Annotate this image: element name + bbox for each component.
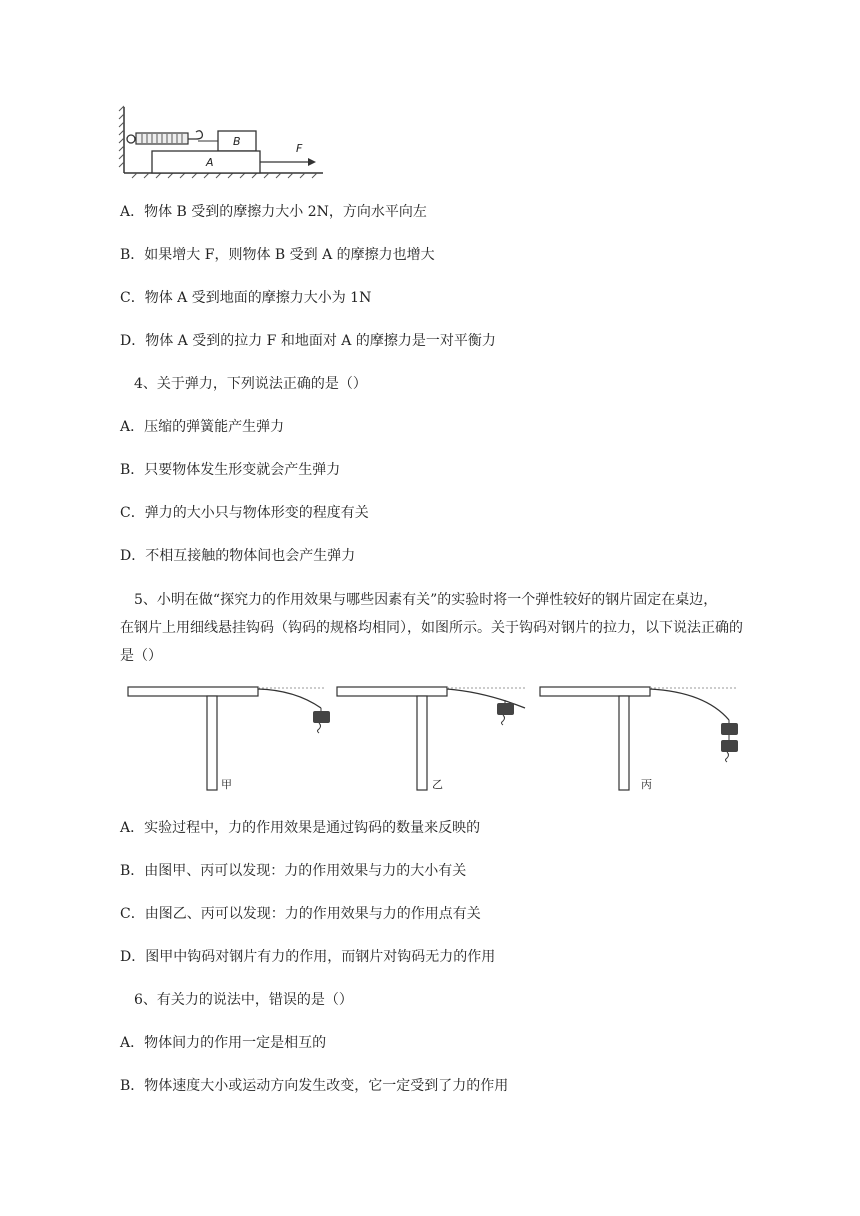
q5-option-c: C．由图乙、丙可以发现：力的作用效果与力的作用点有关 xyxy=(120,906,481,922)
label-yi: 乙 xyxy=(432,778,443,791)
q4-option-c: C．弹力的大小只与物体形变的程度有关 xyxy=(120,505,369,521)
q6-option-b: B．物体速度大小或运动方向发生改变，它一定受到了力的作用 xyxy=(120,1078,509,1094)
q4-stem: 4、关于弹力，下列说法正确的是（） xyxy=(134,376,367,392)
q4-option-a: A．压缩的弹簧能产生弹力 xyxy=(120,419,285,435)
q3-option-d: D．物体 A 受到的拉力 F 和地面对 A 的摩擦力是一对平衡力 xyxy=(120,333,496,349)
q6-stem: 6、有关力的说法中，错误的是（） xyxy=(134,992,353,1008)
steel-strip-figure xyxy=(125,682,755,797)
label-jia: 甲 xyxy=(221,778,232,791)
q3-option-c: C．物体 A 受到地面的摩擦力大小为 1N xyxy=(120,290,372,306)
label-bing: 丙 xyxy=(641,778,652,791)
q5-stem-line1: 5、小明在做“探究力的作用效果与哪些因素有关”的实验时将一个弹性较好的钢片固定在桌边， xyxy=(134,592,718,608)
friction-figure xyxy=(118,105,328,180)
label-f: F xyxy=(296,142,303,155)
q5-stem-line3: 是（） xyxy=(120,648,162,664)
table-jia xyxy=(128,687,330,791)
q5-option-a: A．实验过程中，力的作用效果是通过钩码的数量来反映的 xyxy=(120,820,481,836)
q6-option-a: A．物体间力的作用一定是相互的 xyxy=(120,1035,327,1051)
q5-option-d: D．图甲中钩码对钢片有力的作用，而钢片对钩码无力的作用 xyxy=(120,949,496,965)
q5-stem-line2: 在钢片上用细线悬挂钩码（钩码的规格均相同），如图所示。关于钩码对钢片的拉力，以下说法正确的 xyxy=(120,620,743,636)
label-a: A xyxy=(206,156,214,169)
label-b: B xyxy=(233,135,241,148)
table-yi xyxy=(337,687,525,791)
q5-option-b: B．由图甲、丙可以发现：力的作用效果与力的大小有关 xyxy=(120,863,467,879)
q3-option-a: A．物体 B 受到的摩擦力大小 2N，方向水平向左 xyxy=(120,204,427,220)
table-bing xyxy=(540,687,738,791)
q4-option-d: D．不相互接触的物体间也会产生弹力 xyxy=(120,548,356,564)
q3-option-b: B．如果增大 F，则物体 B 受到 A 的摩擦力也增大 xyxy=(120,247,435,263)
q4-option-b: B．只要物体发生形变就会产生弹力 xyxy=(120,462,341,478)
